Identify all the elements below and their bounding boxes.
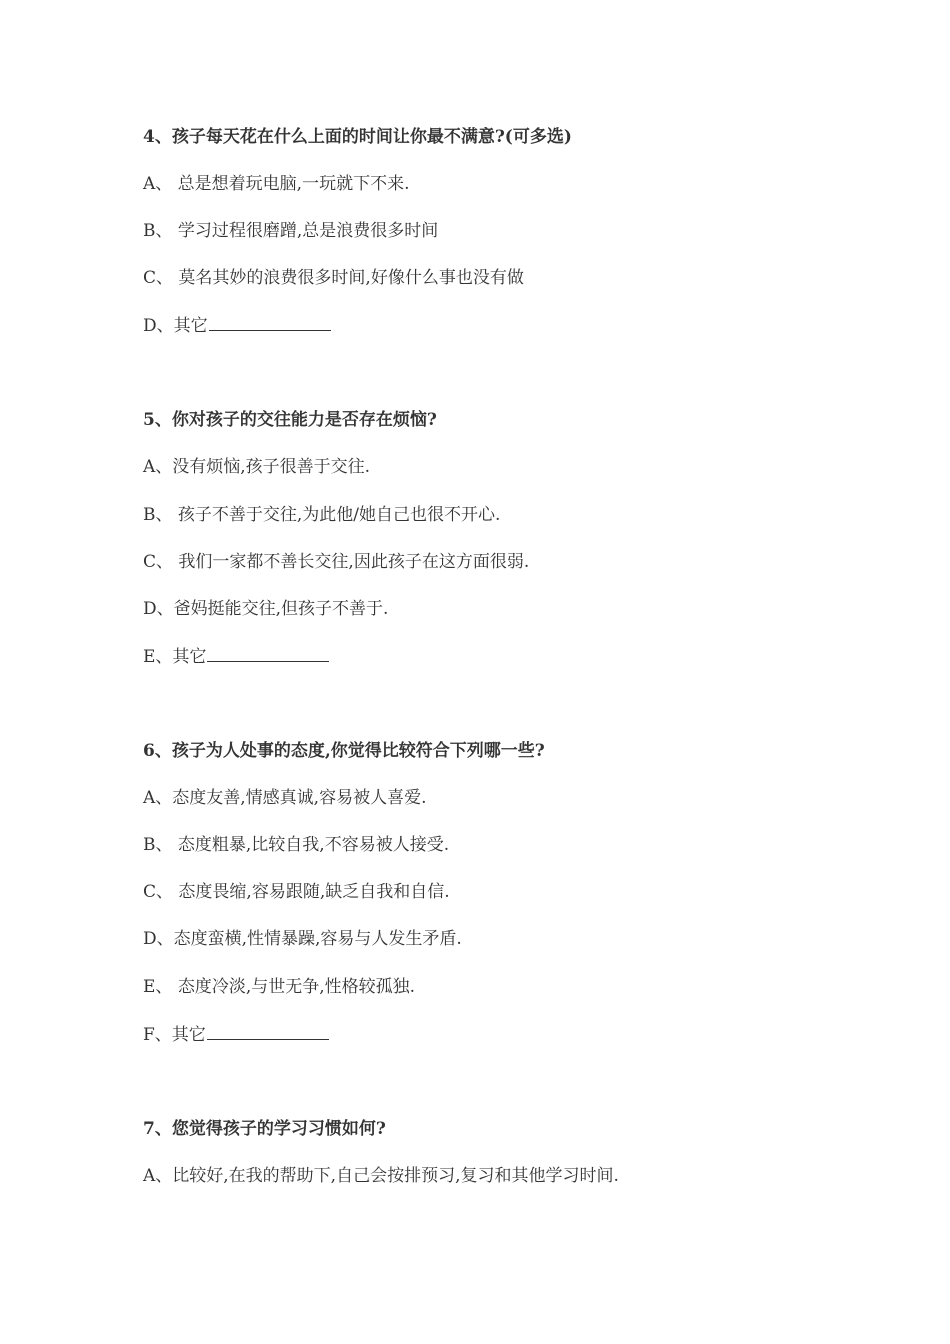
question-4-option-b: B、 学习过程很磨蹭,总是浪费很多时间 <box>143 221 439 241</box>
question-6-option-e: E、 态度冷淡,与世无争,性格较孤独. <box>143 977 416 997</box>
question-5-option-c: C、 我们一家都不善长交往,因此孩子在这方面很弱. <box>143 552 530 572</box>
question-4-title: 4、孩子每天花在什么上面的时间让你最不满意?(可多选) <box>143 127 572 147</box>
question-5-title: 5、你对孩子的交往能力是否存在烦恼? <box>143 410 437 430</box>
question-6-option-c: C、 态度畏缩,容易跟随,缺乏自我和自信. <box>143 882 450 902</box>
question-4-option-d-label: D、其它 <box>143 316 208 336</box>
question-7-title: 7、您觉得孩子的学习习惯如何? <box>143 1119 386 1139</box>
question-6-option-b: B、 态度粗暴,比较自我,不容易被人接受. <box>143 835 450 855</box>
question-5-option-e <box>143 645 329 668</box>
question-6-option-f-label: F、其它 <box>143 1025 206 1045</box>
question-6-option-f <box>143 1023 329 1046</box>
question-6-title: 6、孩子为人处事的态度,你觉得比较符合下列哪一些? <box>143 741 545 761</box>
question-5-option-e-label: E、其它 <box>143 647 207 667</box>
question-5-option-a: A、没有烦恼,孩子很善于交往. <box>143 457 371 477</box>
fill-in-blank <box>209 314 331 331</box>
question-6-option-a: A、态度友善,情感真诚,容易被人喜爱. <box>143 788 427 808</box>
question-5-option-d: D、爸妈挺能交往,但孩子不善于. <box>143 599 389 619</box>
fill-in-blank <box>207 645 329 662</box>
question-4-option-d <box>143 314 331 337</box>
question-4-option-c: C、 莫名其妙的浪费很多时间,好像什么事也没有做 <box>143 268 524 288</box>
fill-in-blank <box>207 1023 329 1040</box>
question-4-option-a: A、 总是想着玩电脑,一玩就下不来. <box>143 174 410 194</box>
question-5-option-b: B、 孩子不善于交往,为此他/她自己也很不开心. <box>143 505 501 525</box>
question-6-option-d: D、态度蛮横,性情暴躁,容易与人发生矛盾. <box>143 929 462 949</box>
question-7-option-a: A、比较好,在我的帮助下,自己会按排预习,复习和其他学习时间. <box>143 1166 619 1186</box>
